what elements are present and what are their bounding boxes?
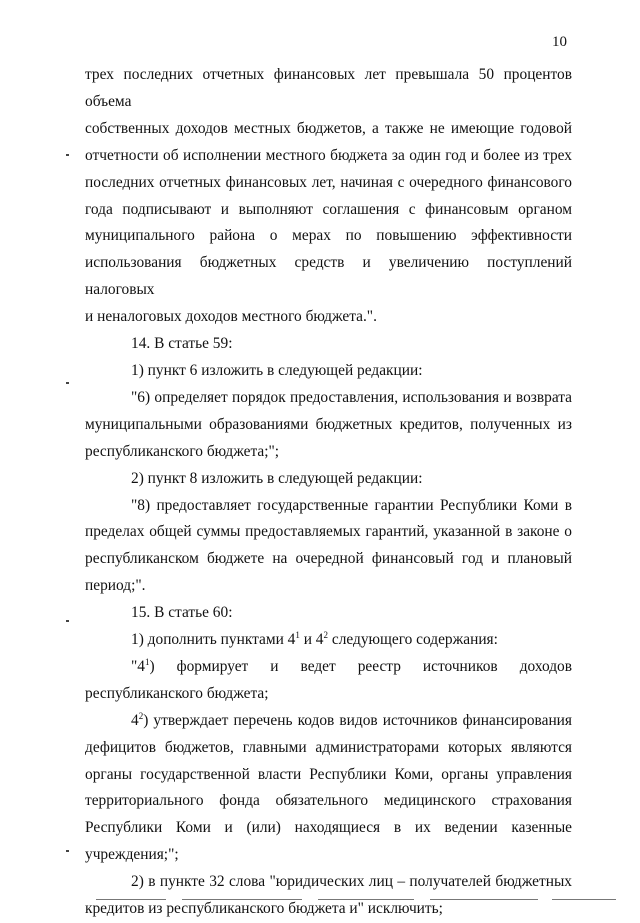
text-line: Республики Коми и (или) находящиеся в их ведении казенные [85,819,572,837]
text-line: "8) предоставляет государственные гарантии Республики Коми в [131,496,572,514]
text-line: кредитов из республиканского бюджета и" исключить; [85,900,443,918]
text-line: республиканского бюджета;"; [85,442,280,460]
text-line: территориального фонда обязательного медицинского страхования [85,792,572,810]
text-line: 2) в пункте 32 слова "юридических лиц – получателей бюджетных [131,873,572,891]
scan-edge-artifact [0,891,640,905]
text-line: 1) дополнить пунктами $4^1$ и $4^2$ следующего содержания: [131,630,498,649]
text-line: муниципального района о мерах по повышению эффективности [85,227,572,245]
text-line: органы государственной власти Республики Коми, органы управления [85,765,572,783]
text-line: использования бюджетных средств и увеличению поступлений налоговых [85,254,572,299]
text-line: отчетности об исполнении местного бюджета за один год и более из трех [85,146,572,164]
scan-artifact-mark [66,154,69,156]
text-line: пределах общей суммы предоставляемых гарантий, указанной в законе о [85,523,572,541]
text-line: республиканского бюджета; [85,684,269,702]
text-line: 2) пункт 8 изложить в следующей редакции: [131,469,423,487]
text-line: дефицитов бюджетов, главными администраторами которых являются [85,738,572,756]
text-line: 1) пункт 6 изложить в следующей редакции: [131,361,423,379]
scan-artifact-mark [66,850,69,852]
section-heading-14: 14. В статье 59: [131,335,233,353]
document-body [85,62,572,923]
text-line: последних отчетных финансовых лет, начиная с очередного финансового [85,173,572,191]
scan-artifact-mark [66,620,69,622]
text-line: период;". [85,577,146,595]
text-line: $4^2$) утверждает перечень кодов видов источников финансирования [131,710,572,729]
text-line: и неналоговых доходов местного бюджета.". [85,308,377,326]
text-line: муниципальными образованиями бюджетных кредитов, полученных из [85,415,572,433]
text-line: трех последних отчетных финансовых лет превышала 50 процентов объема [85,66,572,110]
text-line: республиканском бюджете на очередной финансовый год и плановый [85,550,572,568]
text-line: "6) определяет порядок предоставления, использования и возврата [131,388,572,406]
page-number: 10 [552,34,567,50]
section-heading-15: 15. В статье 60: [131,604,233,622]
text-line: "$4^1$) формирует и ведет реестр источников доходов [131,656,572,675]
text-line: учреждения;"; [85,846,179,864]
text-line: года подписывают и выполняют соглашения с финансовым органом [85,200,572,218]
text-line: собственных доходов местных бюджетов, а также не имеющие годовой [85,119,572,137]
scan-artifact-mark [66,382,69,384]
